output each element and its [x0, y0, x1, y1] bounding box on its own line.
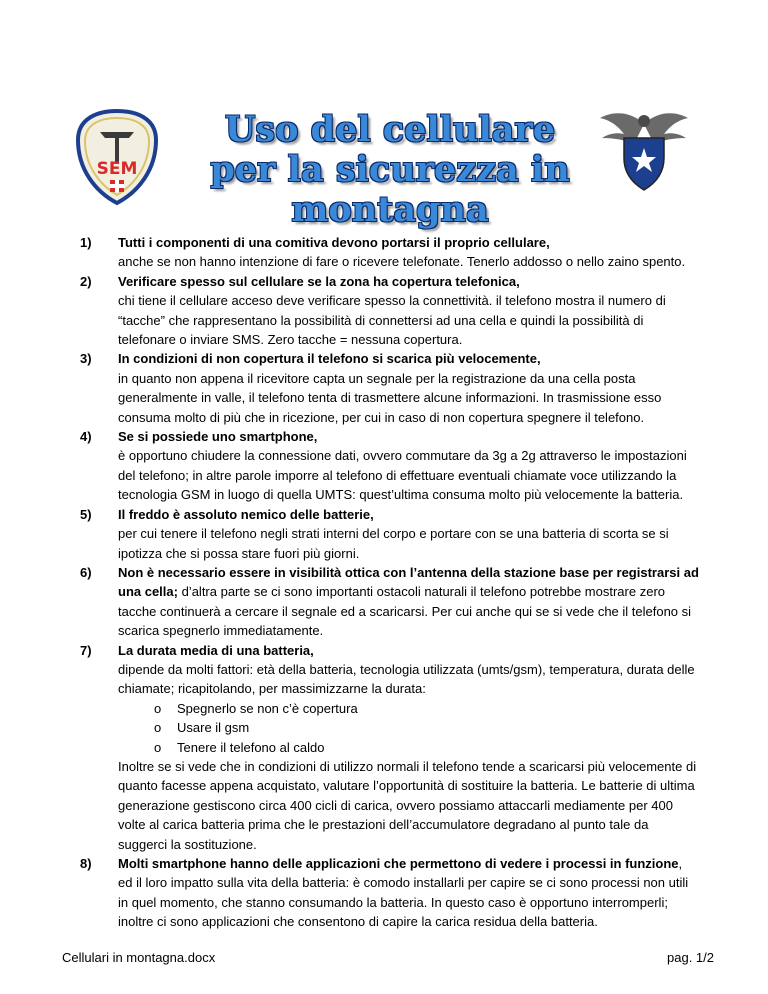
item-body: dipende da molti fattori: età della batteria, tecnologia utilizzata (umts/gsm), temperatura, durata delle chiamate; ricapitolando, per massimizzarne la durata: — [118, 661, 695, 697]
item-number: 1) — [80, 235, 92, 250]
item-heading: Se si possiede uno smartphone, — [118, 429, 318, 445]
item-number: 8) — [80, 856, 92, 871]
cai-eagle-logo — [596, 108, 692, 192]
item-body: chi tiene il cellulare acceso deve verificare spesso la connettività. il telefono mostra il numero di “tacche” che rappresentano la possibilità di connettersi ad una cella e quindi la possibilità di telefonare o inviare SMS. Zero tacche = nessuna copertura. — [118, 293, 666, 348]
item-heading: Verificare spesso sul cellulare se la zona ha copertura telefonica, — [118, 273, 520, 289]
list-item — [80, 563, 700, 641]
page-title — [150, 110, 630, 230]
item-heading: Il freddo è assoluto nemico delle batterie, — [118, 506, 374, 522]
sem-logo — [74, 108, 160, 206]
item-body: per cui tenere il telefono negli strati interni del corpo e portare con se una batteria di scorta se si ipotizza che si possa stare fuori più giorni. — [118, 526, 669, 561]
document-body — [80, 233, 700, 932]
title-line-2: per la sicurezza in montagna — [210, 149, 570, 230]
list-item — [80, 505, 700, 563]
item-body: anche se non hanno intenzione di fare o ricevere telefonate. Tenerlo addosso o nello zaino spento. — [118, 254, 686, 270]
list-item — [80, 427, 700, 505]
item-heading: Non è necessario essere in visibilità ottica con l’antenna della stazione base per registrarsi ad una cella; — [118, 564, 699, 600]
list-item — [80, 272, 700, 350]
item-number: 6) — [80, 564, 92, 580]
item-heading-tail: , — [678, 856, 683, 871]
item-number: 3) — [80, 351, 92, 367]
list-item — [80, 233, 700, 272]
sem-logo-text: SEM — [96, 159, 138, 179]
list-item — [80, 854, 700, 932]
list-item — [80, 641, 700, 854]
item-body: d’altra parte se ci sono importanti ostacoli naturali il telefono potrebbe mostrare zero tacche continuerà a cercare il segnale ed a scaricarsi. Per cui anche qui se si vede che il telefono si scarica spegnerlo immediatamente. — [118, 584, 692, 639]
item-number: 4) — [80, 429, 92, 445]
item-number: 7) — [80, 642, 92, 658]
item-heading: In condizioni di non copertura il telefono si scarica più velocemente, — [118, 351, 541, 367]
list-item — [80, 349, 700, 427]
item-heading: Tutti i componenti di una comitiva devono portarsi il proprio cellulare, — [118, 235, 550, 250]
item-body-tail: Inoltre se si vede che in condizioni di utilizzo normali il telefono tende a scaricarsi più velocemente di quanto facesse appena acquistato, valutare l’opportunità di sostituire la batteria. Le batterie di ultima generazione gestiscono circa 400 cicli di carica, ovvero possiamo attaccarli mediamente per 400 volte al carica batteria prima che le prestazioni dell’accumulatore degradano al punto tale da suggerci la sostituzione. — [118, 758, 697, 852]
footer-page-number: pag. 1/2 — [667, 950, 714, 965]
sub-list-item: o Tenere il telefono al caldo — [154, 738, 700, 757]
item-body: ed il loro impatto sulla vita della batteria: è comodo installarli per capire se ci sono processi non utili in quel momento, che stanno consumando la batteria. In questo caso è opportuno interromperli; inoltre ci sono applicazioni che consentono di capire la carica residua della batteria. — [118, 875, 689, 930]
item-number: 5) — [80, 506, 92, 522]
sub-list — [118, 699, 700, 757]
item-number: 2) — [80, 273, 92, 289]
title-line-1: Uso del cellulare — [224, 109, 556, 150]
item-body: in quanto non appena il ricevitore capta un segnale per la registrazione da una cella posta generalmente in valle, il telefono tenta di trasmettere alcune informazioni. In trasmissione esso consuma molto di più che in ricezione, per cui in caso di non copertura spegnere il telefono. — [118, 370, 662, 425]
item-body: è opportuno chiudere la connessione dati, ovvero commutare da 3g a 2g attraverso le impostazioni del telefono; in altre parole imporre al telefono di effettuare eventuali chiamate voce utilizzando la tecnologia GSM in luogo di quella UMTS: quest’ultima consuma molto più velocemente la batteria. — [118, 448, 687, 503]
sub-list-item: o Spegnerlo se non c’è copertura — [154, 699, 700, 718]
footer-filename: Cellulari in montagna.docx — [62, 950, 216, 965]
tips-list — [80, 233, 700, 932]
sub-list-item: o Usare il gsm — [154, 718, 700, 737]
item-heading: Molti smartphone hanno delle applicazioni che permettono di vedere i processi in funzione — [118, 856, 679, 871]
item-heading: La durata media di una batteria, — [118, 642, 314, 658]
